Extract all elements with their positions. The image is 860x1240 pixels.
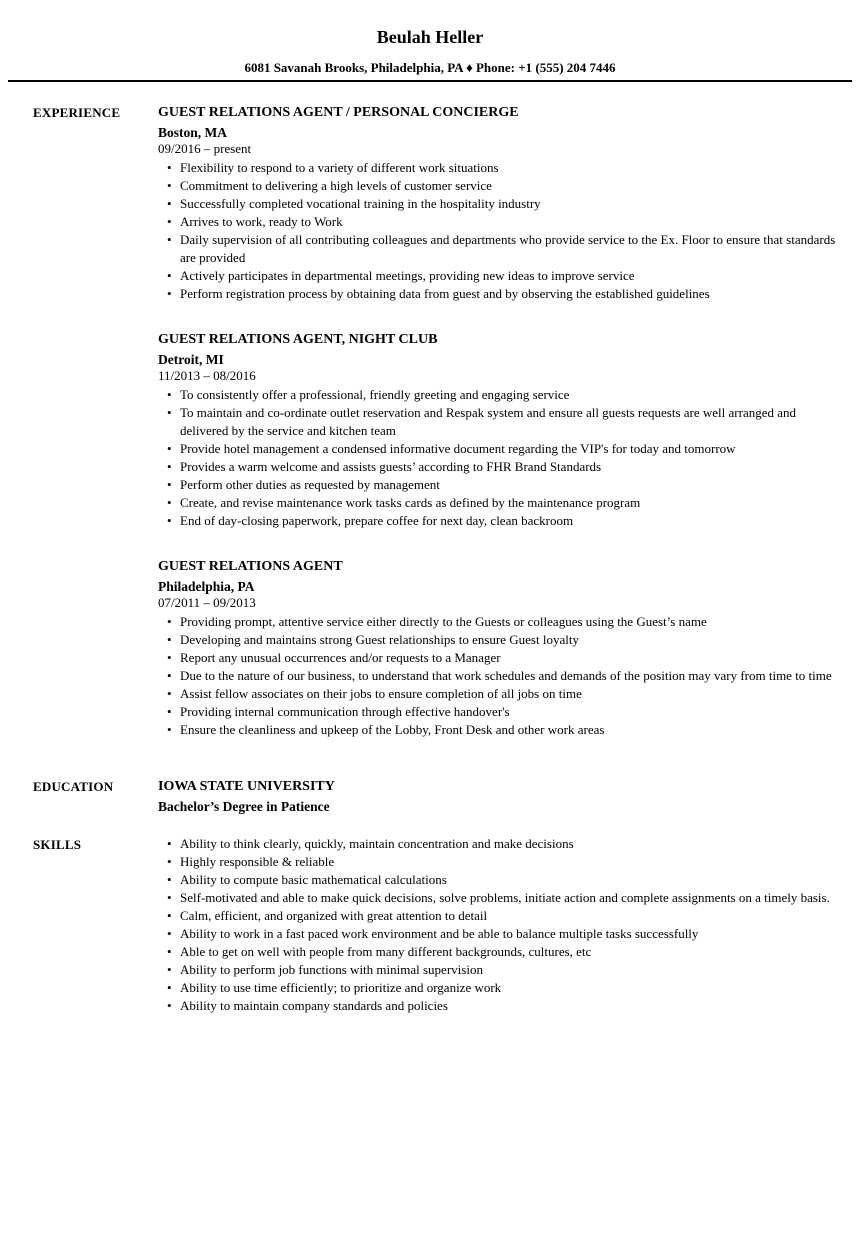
bullet-item: • Ability to use time efficiently; to prioritize and organize work: [158, 979, 845, 997]
header-divider: [8, 80, 852, 82]
bullet-item: • Actively participates in departmental meetings, providing new ideas to improve service: [158, 267, 845, 285]
bullet-item: • Self-motivated and able to make quick decisions, solve problems, initiate action and complete assignments on a timely basis.: [158, 889, 845, 907]
bullet-item: • Provides a warm welcome and assists guests’ according to FHR Brand Standards: [158, 458, 845, 476]
job-title: GUEST RELATIONS AGENT: [158, 559, 343, 574]
bullet-item: • Ensure the cleanliness and upkeep of the Lobby, Front Desk and other work areas: [158, 721, 845, 739]
education-content: [158, 777, 845, 815]
bullet-item: • Arrives to work, ready to Work: [158, 213, 845, 231]
bullet-item: • Ability to maintain company standards and policies: [158, 997, 845, 1015]
job-dates: 09/2016 – present: [158, 141, 252, 156]
skills-label: SKILLS: [33, 837, 82, 852]
job-location: Philadelphia, PA: [158, 579, 255, 594]
experience-label: EXPERIENCE: [33, 105, 121, 120]
contact-line: 6081 Savanah Brooks, Philadelphia, PA ♦ Phone: +1 (555) 204 7446: [244, 60, 616, 75]
job-entry-2: [158, 330, 845, 530]
bullet-item: • Daily supervision of all contributing colleagues and departments who provide service to the Ex. Floor to ensure that standards are provided: [158, 231, 845, 267]
bullet-item: • Report any unusual occurrences and/or requests to a Manager: [158, 649, 845, 667]
section-education: [0, 777, 860, 815]
bullet-item: • Provide hotel management a condensed informative document regarding the VIP's for today and tomorrow: [158, 440, 845, 458]
bullet-item: • End of day-closing paperwork, prepare coffee for next day, clean backroom: [158, 512, 845, 530]
bullet-item: • Perform other duties as requested by management: [158, 476, 845, 494]
degree: Bachelor’s Degree in Patience: [158, 799, 330, 814]
bullet-item: • Perform registration process by obtaining data from guest and by observing the established guidelines: [158, 285, 845, 303]
skills-content: [158, 835, 845, 1015]
section-experience: [0, 103, 860, 739]
bullet-item: • Ability to compute basic mathematical calculations: [158, 871, 845, 889]
bullet-item: • To consistently offer a professional, friendly greeting and engaging service: [158, 386, 845, 404]
bullet-item: • Calm, efficient, and organized with great attention to detail: [158, 907, 845, 925]
job-dates: 07/2011 – 09/2013: [158, 595, 256, 610]
bullet-item: • Successfully completed vocational training in the hospitality industry: [158, 195, 845, 213]
job-bullet-list: [158, 613, 845, 739]
job-location: Boston, MA: [158, 125, 228, 140]
job-location: Detroit, MI: [158, 352, 224, 367]
experience-content: [158, 103, 845, 739]
bullet-item: • Flexibility to respond to a variety of different work situations: [158, 159, 845, 177]
bullet-item: • Providing prompt, attentive service either directly to the Guests or colleagues using the Guest’s name: [158, 613, 845, 631]
person-name: Beulah Heller: [376, 27, 484, 47]
job-entry-1: [158, 103, 845, 303]
bullet-item: • To maintain and co-ordinate outlet reservation and Respak system and ensure all guests requests are well arranged and delivered by the service and kitchen team: [158, 404, 845, 440]
bullet-item: • Due to the nature of our business, to understand that work schedules and demands of the position may vary from time to time: [158, 667, 845, 685]
bullet-item: • Assist fellow associates on their jobs to ensure completion of all jobs on time: [158, 685, 845, 703]
job-entry-3: [158, 557, 845, 739]
job-title: GUEST RELATIONS AGENT / PERSONAL CONCIERGE: [158, 105, 519, 120]
bullet-item: • Developing and maintains strong Guest relationships to ensure Guest loyalty: [158, 631, 845, 649]
job-dates: 11/2013 – 08/2016: [158, 368, 256, 383]
education-label: EDUCATION: [33, 779, 114, 794]
resume-header: [0, 0, 860, 82]
bullet-item: • Highly responsible & reliable: [158, 853, 845, 871]
bullet-item: • Ability to think clearly, quickly, maintain concentration and make decisions: [158, 835, 845, 853]
bullet-item: • Create, and revise maintenance work tasks cards as defined by the maintenance program: [158, 494, 845, 512]
bullet-item: • Able to get on well with people from many different backgrounds, cultures, etc: [158, 943, 845, 961]
job-bullet-list: [158, 159, 845, 303]
skills-bullet-list: [158, 835, 845, 1015]
job-title: GUEST RELATIONS AGENT, NIGHT CLUB: [158, 332, 438, 347]
section-skills: [0, 835, 860, 1015]
school-name: IOWA STATE UNIVERSITY: [158, 779, 335, 794]
bullet-item: • Providing internal communication through effective handover's: [158, 703, 845, 721]
bullet-item: • Ability to work in a fast paced work environment and be able to balance multiple tasks successfully: [158, 925, 845, 943]
bullet-item: • Ability to perform job functions with minimal supervision: [158, 961, 845, 979]
bullet-item: • Commitment to delivering a high levels of customer service: [158, 177, 845, 195]
job-bullet-list: [158, 386, 845, 530]
